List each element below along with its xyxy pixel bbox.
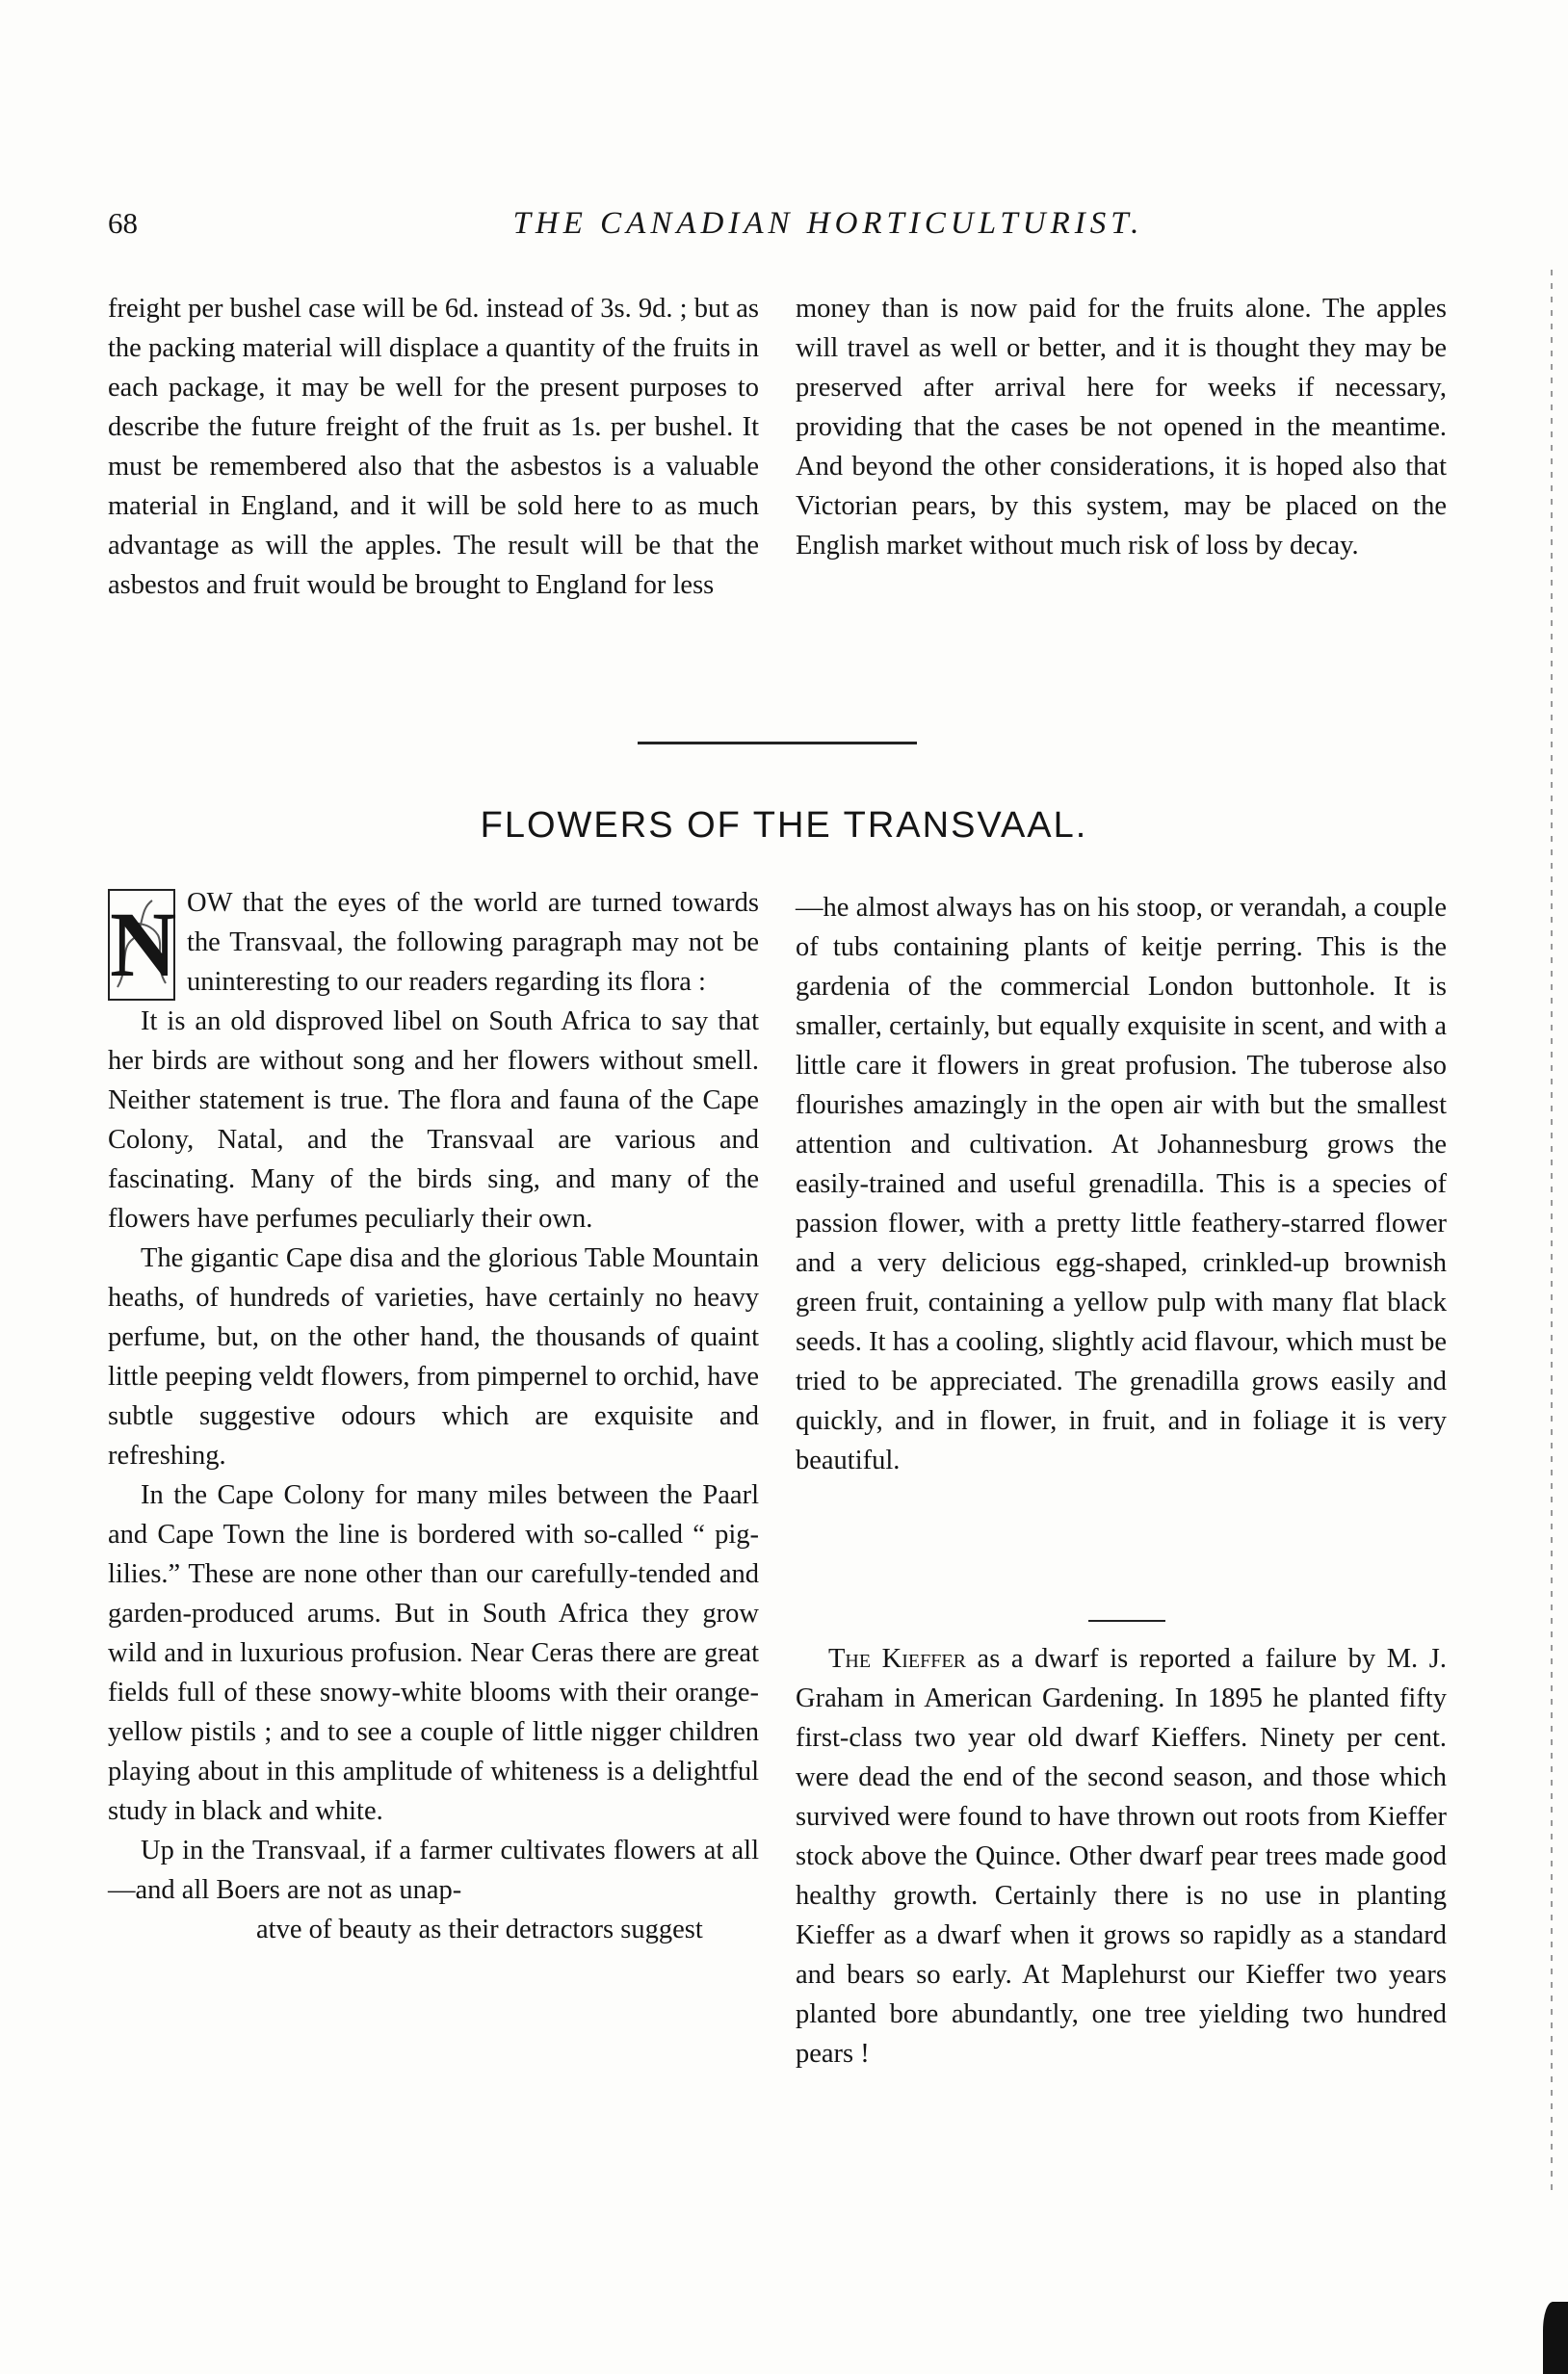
top-article-left-text: freight per bushel case will be 6d. instead of 3s. 9d. ; but as the packing material will displace a quantity of the fruits in each package, it may be well for the present purposes to describe the future freight of the fruit as 1s. per bushel. It must be remembered also that the asbestos is a valuable material in England, and it will be sold here to as much advantage as will the apples. The result will be that the asbestos and fruit would be brought to England for less xyxy=(108,294,759,600)
paragraph-stoop: —he almost always has on his stoop, or verandah, a couple of tubs containing plants of keitje perring. This is the gardenia of the commercial London buttonhole. It is smaller, certainly, but equally exquisite in scent, and with a little care it flowers in great profusion. The tuberose also flourishes amazingly in the open air with but the smallest attention and cultivation. At Johannesburg grows the easily-trained and useful grenadilla. This is a species of passion flower, with a pretty little feathery-starred flower and a very delicious egg-shaped, crinkled-up brownish green fruit, containing a yellow pulp with many flat black seeds. It has a cooling, slightly acid flavour, which must be tried to be appreciated. The grenadilla grows easily and quickly, and in flower, in fruit, and in foliage it is very beautiful. xyxy=(796,893,1447,1475)
paragraph-libel: It is an old disproved libel on South Africa to say that her birds are without song and her flowers without smell. Neither statement is true. The flora and fauna of the Cape Colony, Natal, and the Transvaal are various and fascinating. Many of the birds sing, and many of the flowers have perfumes peculiarly their own. xyxy=(108,1006,759,1234)
section-divider xyxy=(638,742,917,744)
page-edge xyxy=(1551,270,1553,2196)
paragraph-transvaal-last-line: atve of beauty as their detractors suggest xyxy=(256,1915,703,1944)
flowers-right-column xyxy=(796,888,1447,1480)
kieffer-paragraph xyxy=(796,1639,1447,2074)
running-title: THE CANADIAN HORTICULTURIST. xyxy=(512,206,1144,241)
paragraph-transvaal xyxy=(108,1831,759,1949)
scan-corner-mark xyxy=(1543,2302,1568,2374)
kieffer-text: as a dwarf is reported a failure by M. J. Graham in American Gardening. In 1895 he planted fifty first-class two year old dwarf Kieffers. Ninety per cent. were dead the end of the second season, and those which survived were found to have thrown out roots from Kieffer stock above the Quince. Other dwarf pear trees made good healthy growth. Certainly there is no use in planting Kieffer as a dwarf when it grows so rapidly as a standard and bears so early. At Maplehurst our Kieffer two years planted bore abundantly, one tree yielding two hundred pears ! xyxy=(796,1644,1447,2069)
kieffer-lead: The Kieffer xyxy=(828,1644,966,1674)
paragraph-cape-colony: In the Cape Colony for many miles between the Paarl and Cape Town the line is bordered with so-called “ pig-lilies.” These are none other than our carefully-tended and garden-produced arums. But in South Africa they grow wild and in luxurious profusion. Near Ceras there are great fields full of these snowy-white blooms with their orange-yellow pistils ; and to see a couple of little nigger children playing about in this amplitude of whiteness is a delightful study in black and white. xyxy=(108,1480,759,1826)
paragraph-intro: OW that the eyes of the world are turned towards the Transvaal, the following paragraph may not be uninteresting to our readers regarding its flora : xyxy=(187,888,759,997)
top-article-right-column xyxy=(796,289,1447,565)
top-article-left-column xyxy=(108,289,759,605)
article-title: FLOWERS OF THE TRANSVAAL. xyxy=(480,805,1088,846)
paragraph-disa: The gigantic Cape disa and the glorious Table Mountain heaths, of hundreds of varieties, have certainly no heavy perfume, but, on the other hand, the thousands of quaint little peeping veldt flowers, from pimpernel to orchid, have subtle suggestive odours which are exquisite and refreshing. xyxy=(108,1243,759,1471)
drop-cap-letter: N xyxy=(110,893,177,996)
note-divider xyxy=(1088,1620,1165,1622)
kieffer-note xyxy=(796,1639,1447,2074)
drop-cap xyxy=(108,889,175,1001)
flowers-left-column xyxy=(108,883,759,1949)
paragraph-transvaal-text: Up in the Transvaal, if a farmer cultivates flowers at all—and all Boers are not as unap- xyxy=(108,1836,759,1905)
page-number: 68 xyxy=(108,206,138,240)
top-article-right-text: money than is now paid for the fruits alone. The apples will travel as well or better, and it is thought they may be preserved after arrival here for weeks if necessary, providing that the cases be not opened in the meantime. And beyond the other considerations, it is hoped also that Victorian pears, by this system, may be placed on the English market without much risk of loss by decay. xyxy=(796,294,1447,561)
